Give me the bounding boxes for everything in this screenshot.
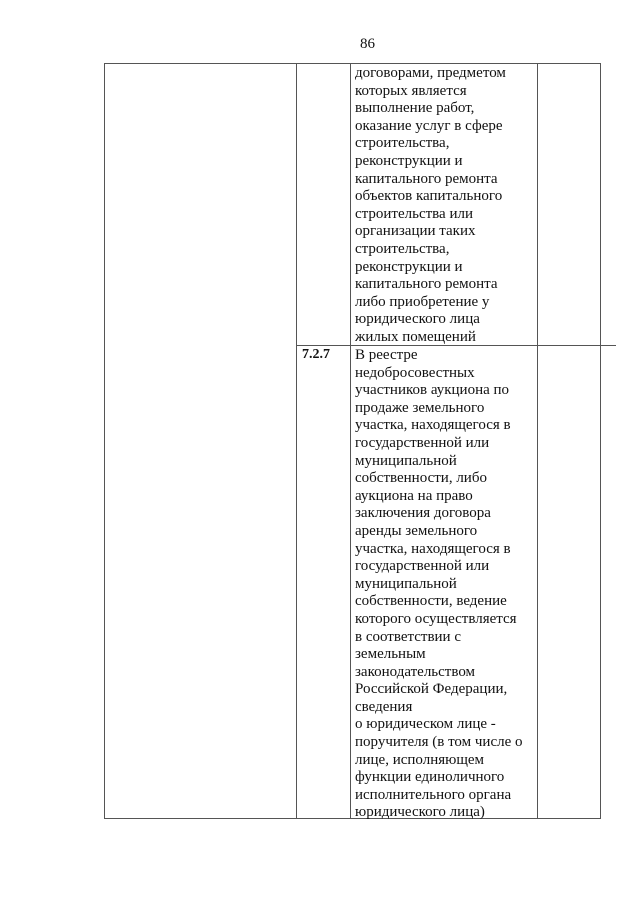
text-line: организации таких [355,223,476,240]
text-line: строительства или [355,205,474,222]
text-line: капитального ремонта [355,170,498,187]
text-line: Российской Федерации, [355,681,508,698]
text-line: реконструкции и [355,258,463,275]
text-line: продаже земельного [355,399,485,416]
text-line: земельным [355,646,426,663]
text-line: исполнительного органа [355,786,512,803]
text-line: договорами, предметом [355,65,506,81]
text-line: собственности, ведение [355,593,507,610]
text-line: которых является [355,82,467,99]
text-line: выполнение работ, [355,100,475,117]
text-line: заключения договора [355,505,491,522]
text-line: сведения [355,698,413,715]
text-line: В реестре [355,347,418,363]
table-top-border [104,63,600,64]
row2-text [355,347,540,822]
text-line: участка, находящегося в [355,417,511,434]
text-line: строительства, [355,135,450,152]
col-border-right [600,63,601,819]
text-line: реконструкции и [355,152,463,169]
text-line: законодательством [355,663,476,680]
text-line: поручителя (в том числе о [355,734,523,751]
text-line: оказание услуг в сфере [355,117,503,134]
text-line: участников аукциона по [355,382,510,399]
text-line: капитального ремонта [355,276,498,293]
text-line: государственной или [355,558,490,575]
text-line: собственности, либо [355,470,487,487]
text-line: участка, находящегося в [355,540,511,557]
row2-number: 7.2.7 [302,347,330,362]
text-line: лице, исполняющем [355,751,485,768]
text-line: юридического лица [355,311,480,328]
text-line: муниципальной [355,452,457,469]
row1-text [355,65,540,347]
text-line: строительства, [355,240,450,257]
col-border-left [104,63,105,819]
text-line: объектов капитального [355,188,503,205]
text-line: государственной или [355,434,490,451]
text-line: в соответствии с [355,628,461,645]
text-line: аукциона на право [355,487,473,504]
text-line: жилых помещений [355,328,476,345]
text-line: юридического лица) [355,804,485,821]
col-border-text [350,63,351,819]
col-border-num [296,63,297,819]
text-line: недобросовестных [355,364,475,381]
page-number: 86 [360,36,375,52]
text-line: которого осуществляется [355,610,517,627]
text-line: аренды земельного [355,522,478,539]
text-line: о юридическом лице - [355,716,496,733]
text-line: муниципальной [355,575,457,592]
text-line: функции единоличного [355,769,505,786]
text-line: либо приобретение у [355,293,490,310]
